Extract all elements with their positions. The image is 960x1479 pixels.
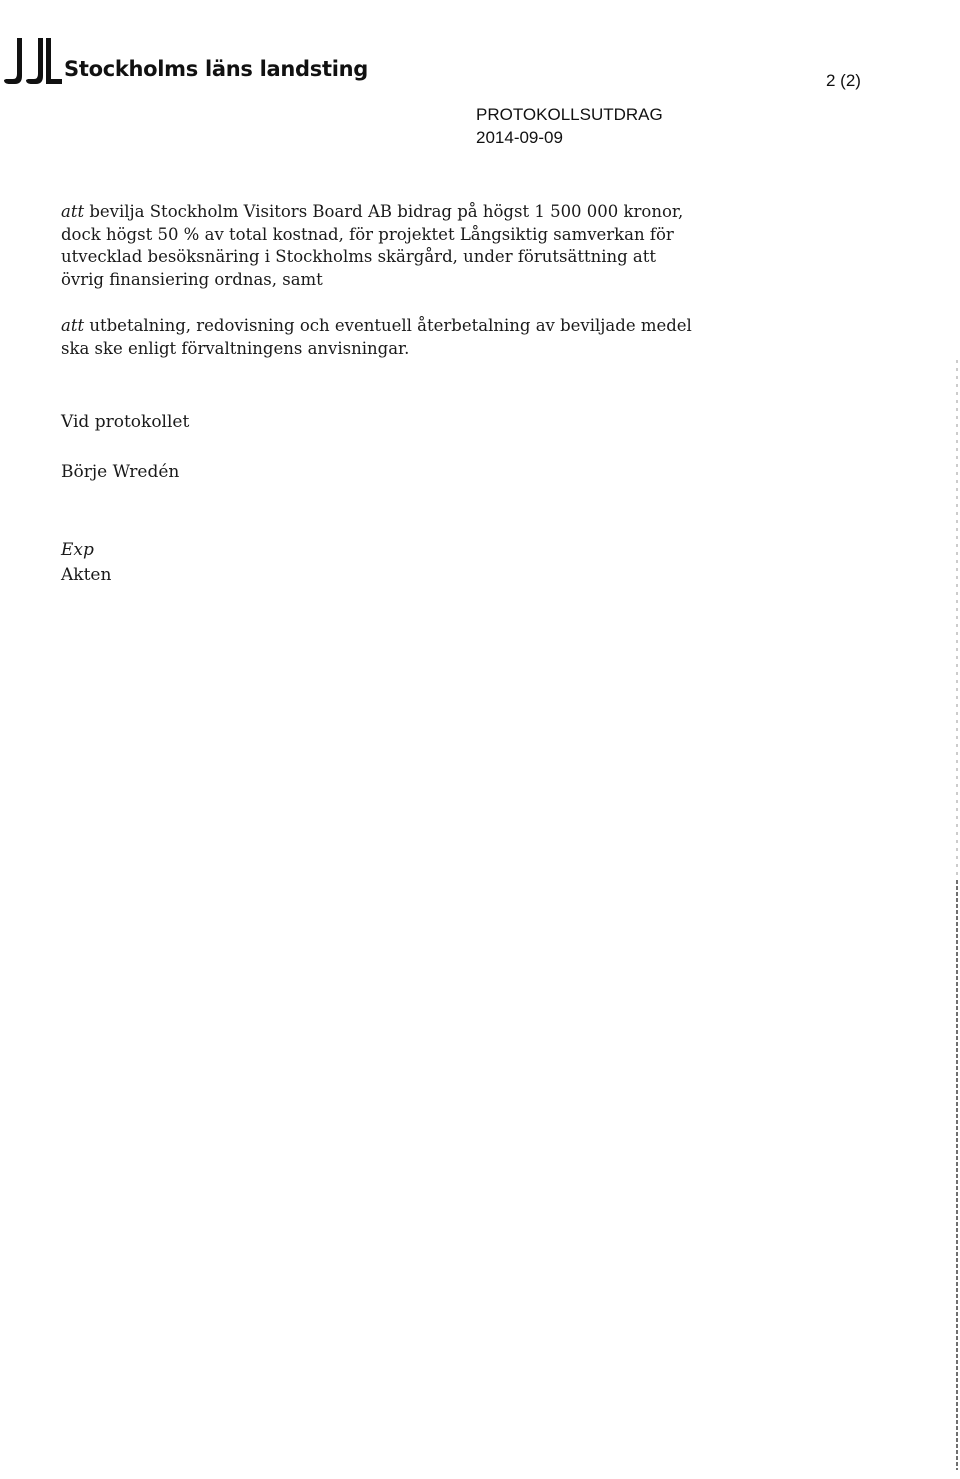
distribution-title: Exp xyxy=(61,540,94,560)
decision-paragraph-1 xyxy=(61,201,741,291)
decision-paragraph-2 xyxy=(61,315,741,360)
distribution-block xyxy=(61,538,111,588)
paragraph-line xyxy=(61,315,741,338)
paragraph-line: ska ske enligt förvaltningens anvisningar. xyxy=(61,338,410,358)
document-date: 2014-09-09 xyxy=(476,128,563,147)
paragraph-line: utvecklad besöksnäring i Stockholms skärgård, under förutsättning att xyxy=(61,247,657,266)
paragraph-line: dock högst 50 % av total kostnad, för projektet Långsiktig samverkan för xyxy=(61,224,674,244)
signer-name: Börje Wredén xyxy=(61,462,180,482)
document-type: PROTOKOLLSUTDRAG xyxy=(476,105,663,124)
closing-phrase: Vid protokollet xyxy=(61,412,190,432)
sll-logo xyxy=(2,34,62,86)
paragraph-text: bevilja Stockholm Visitors Board AB bidrag på högst 1 500 000 kronor, xyxy=(84,202,684,221)
paragraph-line: övrig finansiering ordnas, samt xyxy=(61,269,323,289)
att-lead: att xyxy=(61,202,85,221)
organization-name: Stockholms läns landsting xyxy=(64,57,368,81)
scan-edge-artifact xyxy=(955,360,959,1470)
att-lead: att xyxy=(61,316,85,335)
paragraph-text: utbetalning, redovisning och eventuell återbetalning av beviljade medel xyxy=(84,316,692,335)
distribution-item: Akten xyxy=(61,565,112,585)
page-number: 2 (2) xyxy=(826,71,861,90)
paragraph-line xyxy=(61,201,741,224)
